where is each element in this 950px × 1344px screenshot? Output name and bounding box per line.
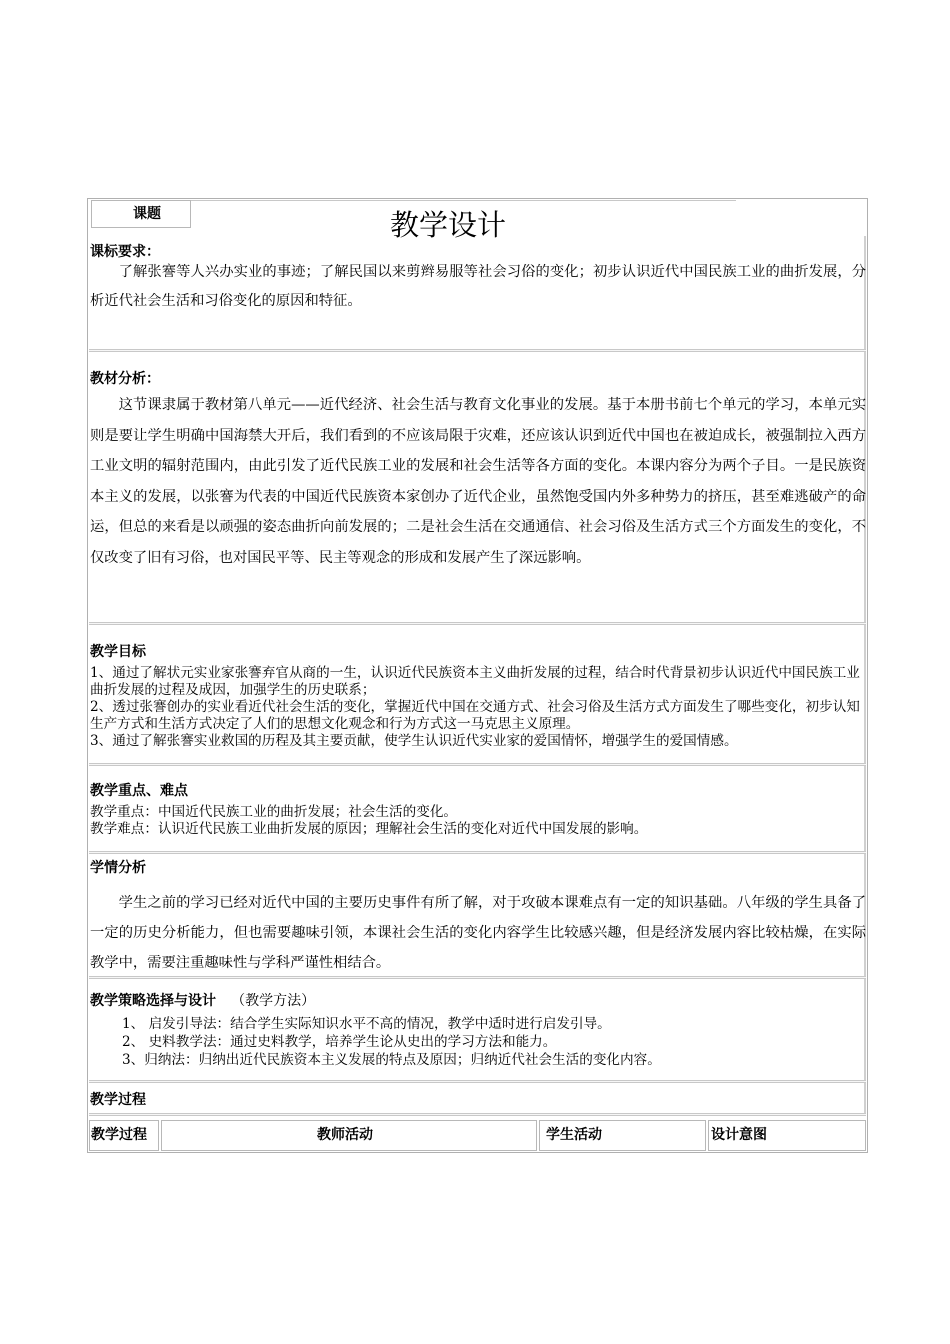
goal-item-3: 3、通过了解张謇实业救国的历程及其主要贡献，使学生认识近代实业家的爱国情怀，增强学生的爱国情感。 <box>90 733 738 749</box>
goal-item-1: 1、通过了解状元实业家张謇弃官从商的一生，认识近代民族资本主义曲折发展的过程，结合时代背景初步认识近代中国民族工业曲折发展的过程及成因，加强学生的历史联系； <box>90 665 860 698</box>
process-col-teacher <box>161 1120 537 1151</box>
material-heading: 教材分析： <box>90 371 160 387</box>
goal-item-2: 2、透过张謇创办的实业看近代社会生活的变化，掌握近代中国在交通方式、社会习俗及生活方式方面发生了哪些变化，初步认知生产方式和生活方式决定了人们的思想文化观念和行为方式这一马克思主义原理。 <box>90 699 860 732</box>
process-col-intent <box>708 1120 866 1151</box>
process-col-stage <box>89 1120 159 1151</box>
section-divider <box>89 851 866 854</box>
strategy-heading-note: （教学方法） <box>231 993 316 1009</box>
section-divider <box>89 976 866 979</box>
process-heading: 教学过程 <box>90 1092 146 1108</box>
process-col-stage-label: 教学过程 <box>91 1127 147 1143</box>
process-col-teacher-label: 教师活动 <box>317 1127 373 1143</box>
strategy-heading: 教学策略选择与设计 <box>90 993 216 1009</box>
students-heading: 学情分析 <box>90 860 146 876</box>
topic-label: 课题 <box>133 206 161 222</box>
curriculum-heading: 课标要求： <box>90 244 160 260</box>
section-divider <box>89 349 866 352</box>
students-text: 学生之前的学习已经对近代中国的主要历史事件有所了解，对于攻破本课难点有一定的知识基础。八年级的学生具备了一定的历史分析能力，但也需要趣味引领，本课社会生活的变化内容学生比较感兴趣，但是经济发展内容比较枯燥，在实际教学中，需要注重趣味性与学科严谨性相结合。 <box>90 895 866 971</box>
material-text: 这节课隶属于教材第八单元——近代经济、社会生活与教育文化事业的发展。基于本册书前七个单元的学习，本单元实则是要让学生明确中国海禁大开后，我们看到的不应该局限于灾难，还应该认识到近代中国也在被迫成长，被强制拉入西方工业文明的辐射范围内，由此引发了近代民族工业的发展和社会生活等各方面的变化。本课内容分为两个子目。一是民族资本主义的发展，以张謇为代表的中国近代民族资本家创办了近代企业，虽然饱受国内外多种势力的挤压，甚至难逃破产的命运，但总的来看是以顽强的姿态曲折向前发展的；二是社会生活在交通通信、社会习俗及生活方式三个方面发生的变化，不仅改变了旧有习俗，也对国民平等、民主等观念的形成和发展产生了深远影响。 <box>90 397 866 566</box>
process-col-student <box>539 1120 706 1151</box>
section-divider <box>89 763 866 766</box>
focus-text: 教学重点：中国近代民族工业的曲折发展；社会生活的变化。 <box>90 804 458 820</box>
curriculum-text: 了解张謇等人兴办实业的事迹；了解民国以来剪辫易服等社会习俗的变化；初步认识近代中国民族工业的曲折发展，分析近代社会生活和习俗变化的原因和特征。 <box>90 264 866 309</box>
difficulty-text: 教学难点：认识近代民族工业曲折发展的原因；理解社会生活的变化对近代中国发展的影响。 <box>90 821 648 837</box>
process-col-student-label: 学生活动 <box>546 1127 602 1143</box>
strategy-item-2: 2、 史料教学法：通过史料教学，培养学生论从史出的学习方法和能力。 <box>122 1034 557 1050</box>
document-title: 教学设计 <box>390 208 507 242</box>
section-divider <box>89 1113 866 1116</box>
section-divider <box>89 1080 866 1083</box>
process-col-intent-label: 设计意图 <box>711 1127 767 1143</box>
goals-heading: 教学目标 <box>90 644 146 660</box>
strategy-item-3: 3、归纳法：归纳出近代民族资本主义发展的特点及原因；归纳近代社会生活的变化内容。 <box>122 1052 661 1068</box>
strategy-item-1: 1、 启发引导法：结合学生实际知识水平不高的情况，教学中适时进行启发引导。 <box>122 1016 611 1032</box>
section-divider <box>89 622 866 625</box>
keypoints-heading: 教学重点、难点 <box>90 783 188 799</box>
